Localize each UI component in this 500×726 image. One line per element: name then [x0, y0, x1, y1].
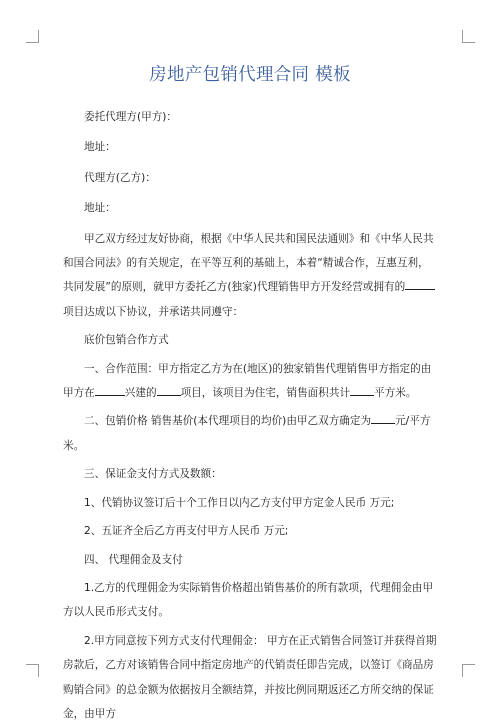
crop-mark-bottom-left: [26, 664, 39, 677]
clause-4-1: 1.乙方的代理佣金为实际销售价格超出销售基价的所有款项，代理佣金由甲方以人民币形式支付。: [63, 581, 434, 619]
document-body: [63, 105, 439, 726]
intro-text-1: 甲乙双方经过友好协商，根据《中华人民共和国民法通则》和《中华人民共和国合同法》的有关规定，在平等互利的基础上，本着“精诚合作，互惠互利，共同发展”的原则，就甲方委托乙方(独家)代理销售甲方开发经营或拥有的: [63, 232, 434, 294]
document-title: 房地产包销代理合同 模板: [149, 65, 351, 85]
clause-4: 四、 代理佣金及支付: [84, 553, 183, 566]
party-b-label: 代理方(乙方)：: [84, 171, 156, 184]
blank-price: [371, 413, 395, 424]
clause-2-text-b: 元/平方米。: [63, 415, 431, 452]
party-b-address: 地址：: [84, 202, 116, 215]
clause-1-text-c: 项目，该项目为住宅，销售面积共计: [180, 387, 351, 400]
clause-1: [63, 357, 439, 406]
intro-text-2: 项目达成以下协议，并承诺共同遵守：: [63, 305, 244, 318]
clause-4-2: 2.甲方同意按下列方式支付代理佣金： 甲方在正式销售合同签订并获得首期房款后，乙方对该销售合同中指定房地产的代销责任即告完成，以签订《商品房购销合同》的总金额为依据按月全额结算，并按比例同期返还乙方所交纳的保证金，由甲方: [63, 634, 437, 720]
clause-3: 三、保证金支付方式及数额：: [84, 468, 222, 481]
section-heading: 底价包销合作方式: [84, 334, 169, 347]
clause-3-2: 2、五证齐全后乙方再支付甲方人民币 万元;: [84, 525, 289, 538]
clause-1-text-d: 平方米。: [374, 387, 417, 400]
clause-3-1: 1、代销协议签订后十个工作日以内乙方支付甲方定金人民币 万元;: [84, 496, 395, 509]
crop-mark-bottom-right: [462, 664, 475, 677]
clause-1-text-b: 兴建的: [124, 387, 157, 400]
clause-2: [63, 409, 439, 458]
crop-mark-top-left: [26, 30, 39, 43]
intro-paragraph: [63, 227, 439, 325]
blank-project: [157, 385, 181, 396]
blank-location: [95, 385, 125, 396]
party-a-label: 委托代理方(甲方)：: [84, 111, 178, 123]
blank-area: [350, 385, 374, 396]
party-a-address: 地址：: [84, 141, 116, 154]
crop-mark-top-right: [462, 30, 475, 43]
blank-project-name: [405, 279, 435, 290]
clause-2-text-a: 二、包销价格 销售基价(本代理项目的均价)由甲乙双方确定为: [84, 415, 372, 428]
clause-1-text-a: 一、合作范围：甲方指定乙方为在(地区)的独家销售代理销售甲方指定的由甲方在: [63, 362, 432, 400]
